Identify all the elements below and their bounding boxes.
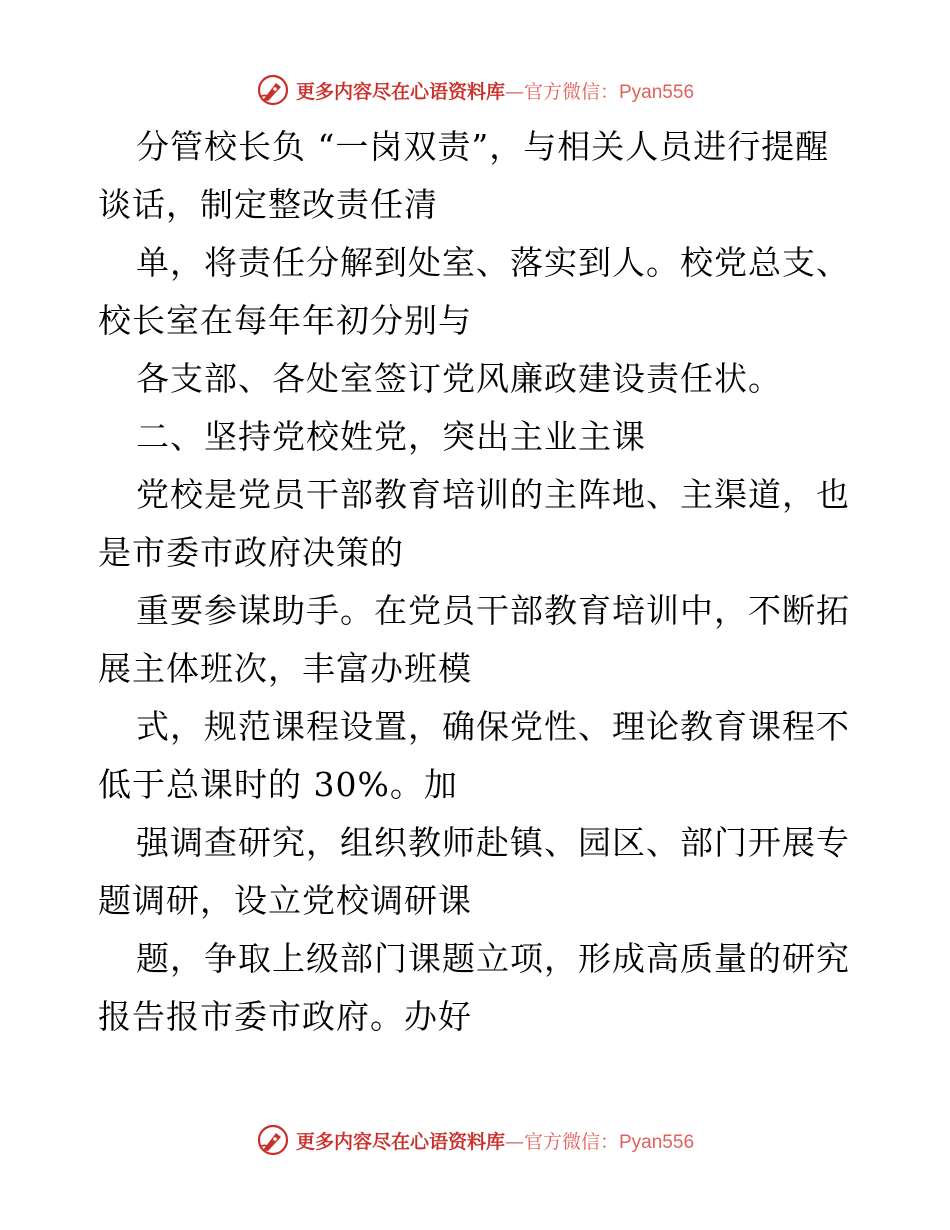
paragraph: 式，规范课程设置，确保党性、理论教育课程不低于总课时的 30%。加 <box>98 707 850 804</box>
wechat-id: Pyan556 <box>619 81 695 103</box>
paragraph: 党校是党员干部教育培训的主阵地、主渠道，也是市委市政府决策的 <box>98 475 850 572</box>
paragraph: 强调查研究，组织教师赴镇、园区、部门开展专题调研，设立党校调研课 <box>98 823 850 920</box>
pen-nib-logo-icon <box>256 73 290 107</box>
paragraph: 题，争取上级部门课题立项，形成高质量的研究报告报市委市政府。办好 <box>98 939 850 1036</box>
wechat-label: 官方微信： <box>523 1130 619 1153</box>
section-heading: 二、坚持党校姓党，突出主业主课 <box>136 417 646 456</box>
watermark-dash: — <box>504 80 524 103</box>
paragraph: 各支部、各处室签订党风廉政建设责任状。 <box>136 359 782 398</box>
pen-nib-logo-icon <box>256 1123 290 1157</box>
watermark-text <box>296 1127 694 1154</box>
header-watermark-banner <box>0 70 950 110</box>
paragraph: 分管校长负 “一岗双责”，与相关人员进行提醒谈话，制定整改责任清 <box>98 127 830 224</box>
document-body <box>98 118 858 1046</box>
watermark-prefix: 更多内容尽在心语资料库 <box>295 1130 505 1153</box>
wechat-id: Pyan556 <box>619 1131 695 1153</box>
watermark-text <box>296 77 694 104</box>
wechat-label: 官方微信： <box>523 80 619 103</box>
paragraph: 单，将责任分解到处室、落实到人。校党总支、校长室在每年年初分别与 <box>98 243 850 340</box>
watermark-prefix: 更多内容尽在心语资料库 <box>295 80 505 103</box>
paragraph: 重要参谋助手。在党员干部教育培训中，不断拓展主体班次，丰富办班模 <box>98 591 850 688</box>
watermark-dash: — <box>504 1130 524 1153</box>
footer-watermark-banner <box>0 1120 950 1160</box>
